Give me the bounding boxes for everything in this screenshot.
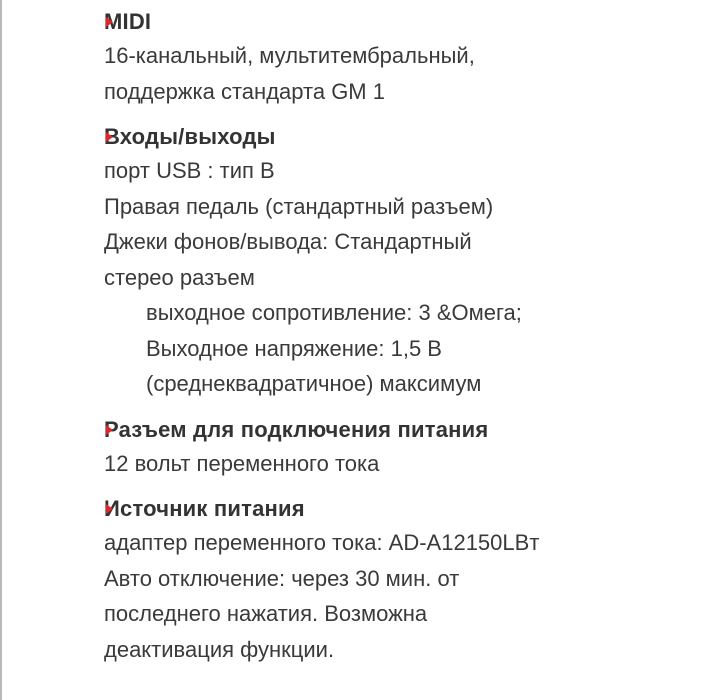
spec-line: 16-канальный, мультитембральный,	[104, 43, 475, 68]
section-heading	[104, 493, 704, 525]
spec-line: 12 вольт переменного тока	[104, 450, 380, 476]
section-heading-text: Входы/выходы	[104, 124, 276, 149]
section-heading-text: Разъем для подключения питания	[104, 416, 489, 442]
left-border	[0, 0, 2, 700]
section-midi	[104, 6, 704, 109]
spec-line: Авто отключение: через 30 мин. от	[104, 565, 460, 591]
spec-line: порт USB : тип В	[104, 158, 275, 183]
red-marker-icon	[106, 425, 113, 435]
section-heading	[104, 121, 704, 153]
section-power-connector	[104, 414, 704, 482]
spec-subline: выходное сопротивление: 3 &Омега;	[146, 300, 522, 325]
spec-line: Джеки фонов/вывода: Стандартный	[104, 229, 472, 254]
section-heading	[104, 414, 704, 446]
section-power-source	[104, 493, 704, 667]
spec-line: Правая педаль (стандартный разъем)	[104, 193, 494, 219]
red-marker-icon	[106, 504, 113, 514]
section-io	[104, 121, 704, 402]
spec-line: поддержка стандарта GM 1	[104, 78, 385, 104]
spec-line: стерео разъем	[104, 264, 255, 290]
spec-subline: (среднеквадратичное) максимум	[146, 371, 482, 396]
spec-line: последнего нажатия. Возможна	[104, 601, 428, 626]
spec-line: деактивация функции.	[104, 636, 335, 662]
section-heading-text: Источник питания	[104, 496, 305, 521]
spec-line: адаптер переменного тока: AD-A12150LBт	[104, 530, 540, 555]
spec-list	[104, 6, 704, 667]
spec-subline: Выходное напряжение: 1,5 В	[146, 335, 442, 361]
red-marker-icon	[106, 17, 113, 27]
red-marker-icon	[106, 132, 113, 142]
section-heading	[104, 6, 704, 38]
section-heading-text: MIDI	[104, 9, 152, 34]
